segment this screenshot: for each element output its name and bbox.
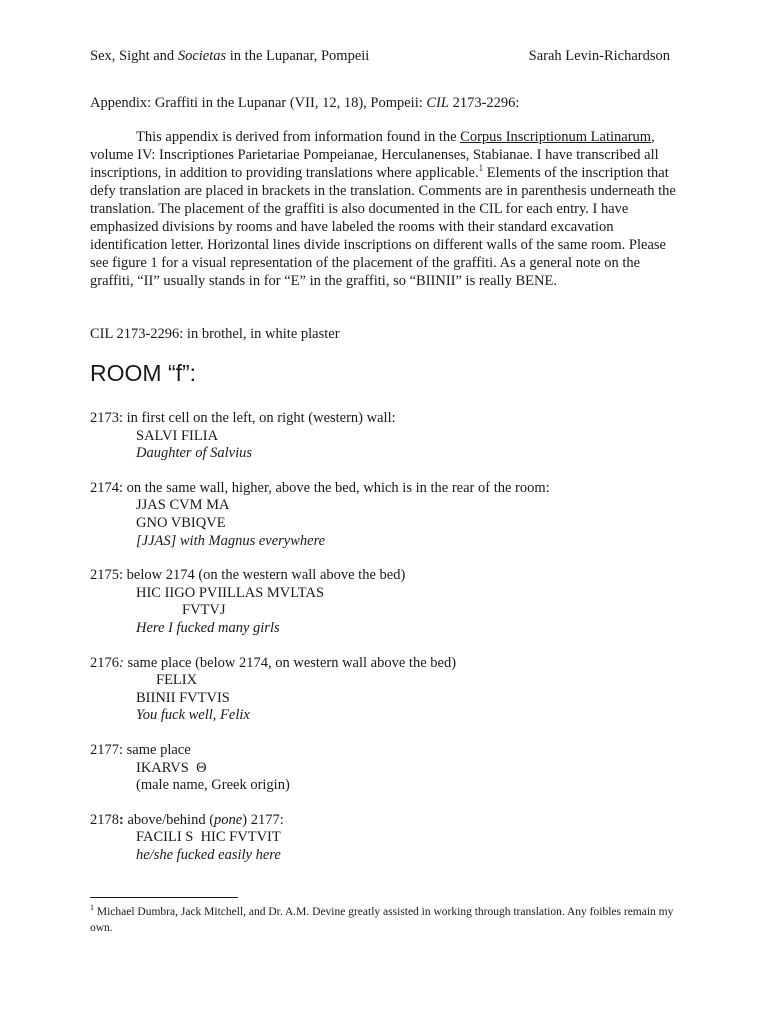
inscription-entry [90,410,690,463]
footnote-marker: 1 [478,163,484,174]
entry-comment: (male name, Greek origin) [136,777,290,794]
appendix-title: Appendix: Graffiti in the Lupanar (VII, 12, 18), Pompeii: CIL 2173-2296: [90,95,520,111]
entry-latin-line: JJAS CVM MA [136,497,230,514]
entry-translation: [JJAS] with Magnus everywhere [136,532,326,549]
entry-translation: You fuck well, Felix [136,707,250,724]
intro-paragraph: This appendix is derived from information found in the Corpus Inscriptionum Latinarum, volume IV: Inscriptiones Parietariae Pompeianae, Herculanenses, Stabianae. I have transcribed all inscriptions, in addition to providing translations where applicable.$^1$ Elements of the inscription that defy translation are placed in brackets in the translation. Comments are in parenthesis underneath the translation. The placement of the graffiti is also documented in the CIL for each entry. I have emphasized divisions by rooms and have labeled the rooms with their standard excavation identification letter. Horizontal lines divide inscriptions on different walls of the same room. Please see figure 1 for a visual representation of the placement of the graffiti. As a general note on the graffiti, “II” usually stands in for “E” in the graffiti, so “BIINII” is really BENE. [90,129,676,289]
entry-location: 2173: in first cell on the left, on right (western) wall: [90,410,396,426]
entry-translation: he/she fucked easily here [136,846,281,863]
room-heading: ROOM “f”: [90,360,197,386]
entry-latin-line: FVTVJ [182,602,226,619]
entry-location: 2174: on the same wall, higher, above the bed, which is in the rear of the room: [90,479,550,496]
cil-range-note: CIL 2173-2296: in brothel, in white plaster [90,326,340,342]
entry-latin-line: SALVI FILIA [136,427,219,444]
entry-latin-line: FELIX [156,672,198,689]
header-author: Sarah Levin-Richardson [528,48,670,64]
inscription-entry [90,742,690,795]
entry-location: 2178: above/behind (pone) 2177: [90,811,284,828]
inscription-entry [90,567,690,637]
inscription-list [90,410,690,881]
entry-latin-line: BIINII FVTVIS [136,689,230,706]
inscription-entry [90,812,690,865]
entry-latin-line: IKARVS Θ [136,759,207,776]
entry-location: 2176: same place (below 2174, on western wall above the bed) [90,654,457,671]
running-header [90,48,670,65]
footnote-divider [90,897,238,898]
inscription-entry [90,480,690,550]
entry-latin-line: HIC IIGO PVIILLAS MVLTAS [136,584,325,601]
inscription-entry [90,655,690,725]
entry-latin-line: FACILI S HIC FVTVIT [136,829,281,846]
header-title: Sex, Sight and Societas in the Lupanar, Pompeii [90,48,370,64]
entry-translation: Daughter of Salvius [136,445,252,462]
footnote: $^1$ Michael Dumbra, Jack Mitchell, and Dr. A.M. Devine greatly assisted in working through translation. Any foibles remain my own. [90,903,674,934]
corpus-link-text: Corpus Inscriptionum Latinarum [460,129,652,145]
entry-translation: Here I fucked many girls [136,619,280,636]
entry-location: 2175: below 2174 (on the western wall above the bed) [90,567,406,584]
entry-location: 2177: same place [90,741,191,758]
entry-latin-line: GNO VBIQVE [136,514,226,531]
